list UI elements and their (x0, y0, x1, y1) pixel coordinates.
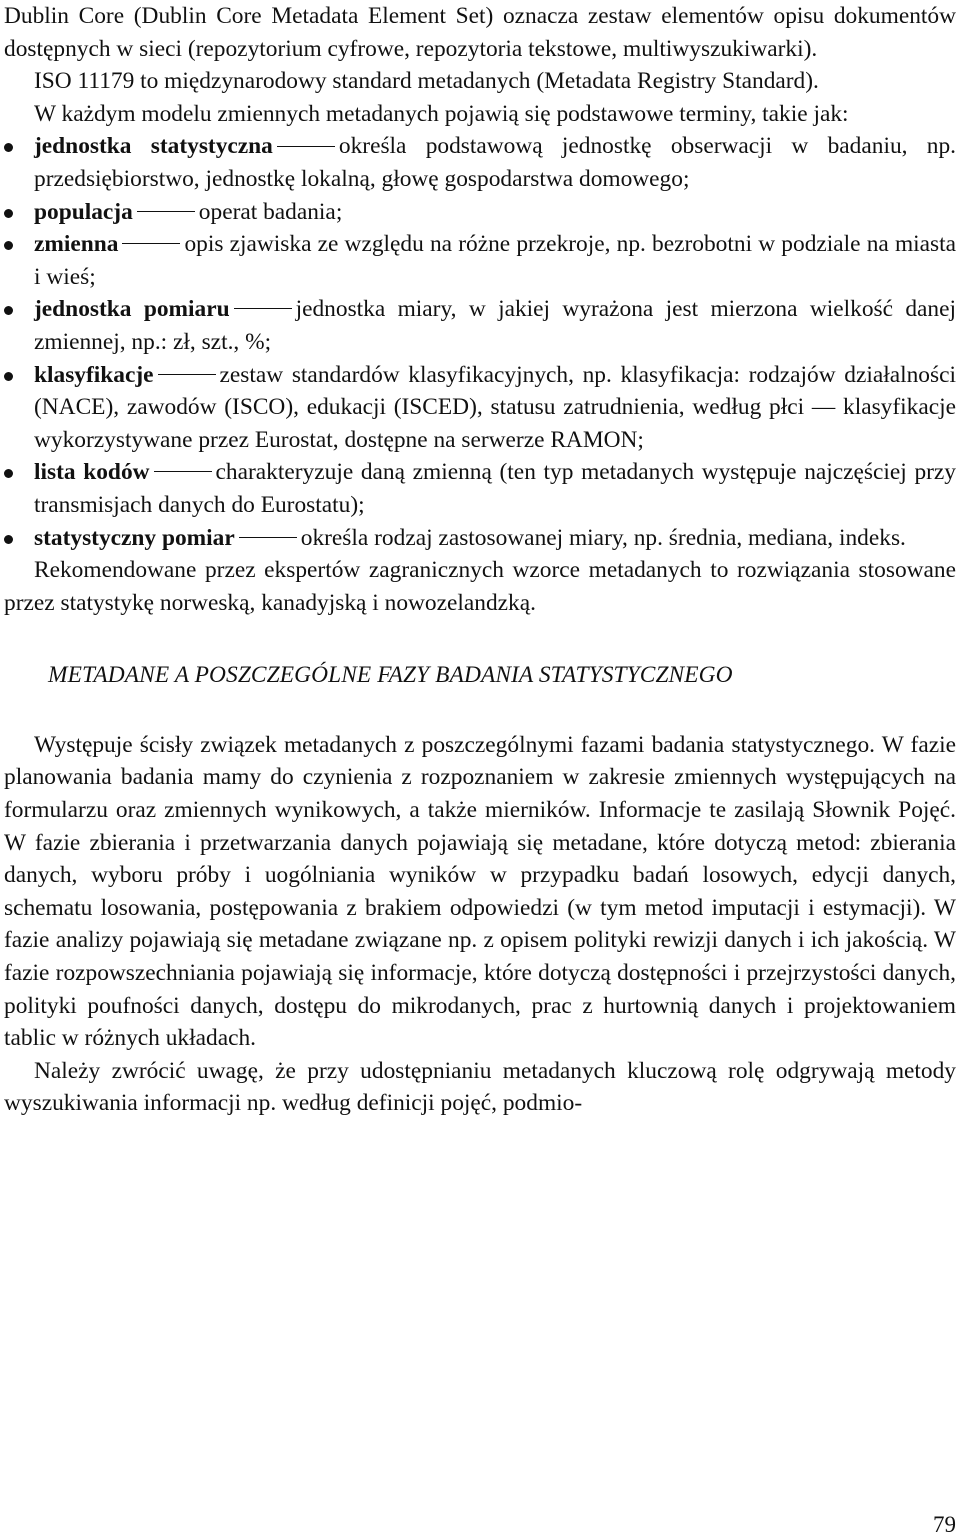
term-description: operat badania; (198, 198, 343, 225)
document-page (4, 0, 956, 1120)
term-description: określa podstawową jednostkę obserwacji w badaniu, np. przedsiębiorstwo, jednostkę lokalną, głowę gospodarstwa domowego; (34, 133, 956, 192)
em-dash-icon (137, 211, 195, 212)
em-dash-icon (234, 308, 292, 309)
bullet-icon (4, 209, 13, 218)
list-item (4, 196, 956, 229)
paragraph-basic-terms: W każdym modelu zmiennych metadanych pojawią się podstawowe terminy, takie jak: (34, 100, 849, 127)
paragraph-iso-11179: ISO 11179 to międzynarodowy standard metadanych (Metadata Registry Standard). (34, 68, 819, 95)
paragraph-recommendation: Rekomendowane przez ekspertów zagranicznych wzorce metadanych to rozwiązania stosowane przez statystykę norweską, kanadyjską i nowozelandzką. (4, 557, 956, 616)
term-label: jednostka pomiaru (34, 296, 230, 323)
em-dash-icon (239, 537, 297, 538)
em-dash-icon (277, 146, 335, 147)
term-label: jednostka statystyczna (34, 133, 273, 160)
paragraph-phases: Występuje ścisły związek metadanych z poszczególnymi fazami badania statystycznego. W fazie planowania badania mamy do czynienia z rozpoznaniem w zakresie zmiennych występujących na formularzu oraz zmiennych wynikowych, a także mierników. Informacje te zasilają Słownik Pojęć. W fazie zbierania i przetwarzania danych pojawiają się metadane, które dotyczą metod: zbierania danych, wyboru próby i uogólniania wyników w przypadku badań losowych, edycji danych, schematu losowania, postępowania z brakiem odpowiedzi (w tym metod imputacji i estymacji). W fazie analizy pojawiają się metadane związane np. z opisem polityki rewizji danych i ich jakością. W fazie rozpowszechniania pojawiają się informacje, które dotyczą dostępności i przejrzystości danych, polityki poufności danych, dostępu do mikrodanych, prac z hurtownią danych i projektowaniem tablic w różnych układach. (4, 731, 956, 1052)
list-item (4, 359, 956, 457)
term-label: klasyfikacje (34, 361, 154, 388)
em-dash-icon (158, 374, 216, 375)
term-description: zestaw standardów klasyfikacyjnych, np. klasyfikacja: rodzajów działalności (NACE), zawodów (ISCO), edukacji (ISCED), statusu zatrudnienia, według płci — klasyfikacje wykorzystywane przez Eurostat, dostępne na serwerze RAMON; (34, 361, 956, 453)
bullet-icon (4, 241, 13, 250)
term-label: statystyczny pomiar (34, 524, 235, 551)
term-label: zmienna (34, 231, 119, 258)
list-item (4, 130, 956, 195)
section-heading: METADANE A POSZCZEGÓLNE FAZY BADANIA STATYSTYCZNEGO (48, 662, 733, 689)
em-dash-icon (122, 243, 180, 244)
em-dash-icon (154, 471, 212, 472)
bullet-icon (4, 143, 13, 152)
term-description: charakteryzuje daną zmienną (ten typ metadanych występuje najczęściej przy transmisjach danych do Eurostatu); (34, 459, 957, 518)
list-item (4, 293, 956, 358)
term-label: populacja (34, 198, 133, 225)
bullet-icon (4, 306, 13, 315)
term-label: lista kodów (34, 459, 150, 486)
bullet-icon (4, 535, 13, 544)
list-item (4, 228, 956, 293)
bullet-icon (4, 469, 13, 478)
term-description: określa rodzaj zastosowanej miary, np. średnia, mediana, indeks. (300, 524, 906, 551)
page-number: 79 (933, 1512, 956, 1537)
bullet-icon (4, 372, 13, 381)
list-item (4, 456, 956, 521)
paragraph-search-methods: Należy zwrócić uwagę, że przy udostępnianiu metadanych kluczową rolę odgrywają metody wyszukiwania informacji np. według definicji pojęć, podmio- (4, 1057, 956, 1117)
term-description: jednostka miary, w jakiej wyrażona jest mierzona wielkość danej zmiennej, np.: zł, szt., %; (34, 296, 956, 355)
terms-list (4, 130, 956, 554)
paragraph-dublin-core: Dublin Core (Dublin Core Metadata Element Set) oznacza zestaw elementów opisu dokumentów dostępnych w sieci (repozytorium cyfrowe, repozytoria tekstowe, multiwyszukiwarki). (4, 3, 956, 62)
term-description: opis zjawiska ze względu na różne przekroje, np. bezrobotni w podziale na miasta i wieś; (34, 231, 956, 290)
list-item (4, 522, 956, 555)
